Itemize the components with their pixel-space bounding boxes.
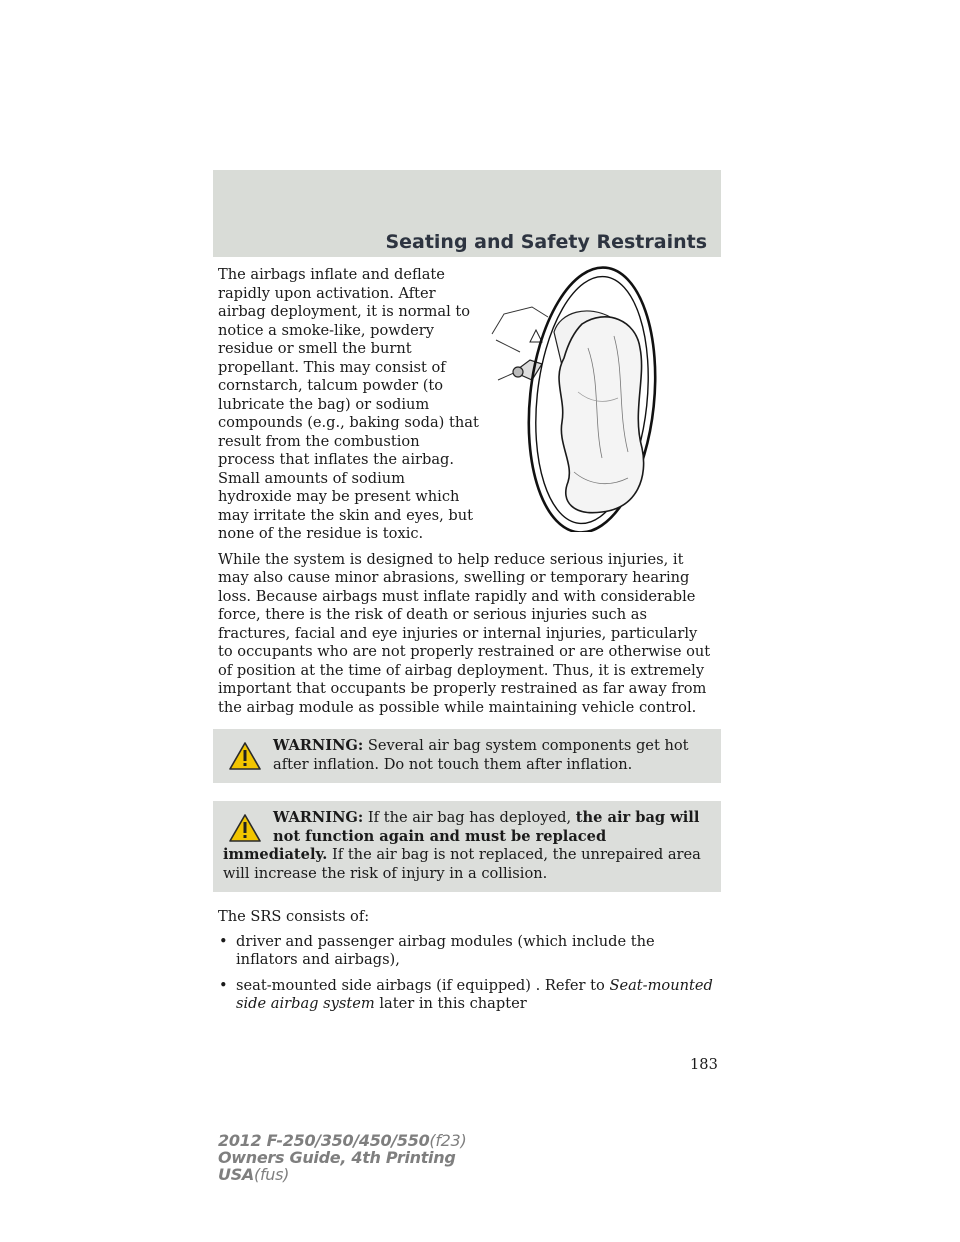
list-item-text-before: seat-mounted side airbags (if equipped) . Refer to	[236, 976, 605, 994]
list-item	[218, 933, 716, 970]
deployment-residue-paragraph: The airbags inflate and deflate rapidly upon activation. After airbag deployment, it is normal to notice a smoke-like, powdery residue or smell the burnt propellant. This may consist of cornstarch, talcum powder (to lubricate the bag) or sodium compounds (e.g., baking soda) that result from the combustion process that inflates the airbag. Small amounts of sodium hydroxide may be present which may irritate the skin and eyes, but none of the residue is toxic.	[218, 266, 479, 542]
section-title: Seating and Safety Restraints	[385, 231, 707, 253]
bullet-glyph: •	[219, 932, 228, 950]
page-number: 183	[690, 1056, 718, 1073]
srs-intro: The SRS consists of:	[218, 908, 370, 925]
list-item-text-after: later in this chapter	[379, 995, 527, 1012]
steering-wheel-airbag-illustration	[490, 262, 722, 532]
warning-triangle-icon	[229, 741, 261, 771]
warning-triangle-icon	[229, 813, 261, 843]
footer-line-guide: Owners Guide, 4th Printing	[218, 1148, 456, 1167]
footer-line-region	[218, 1166, 466, 1183]
warning-text-after: If the air bag is not replaced, the unrepaired area will increase the risk of injury in a collision.	[223, 846, 701, 882]
footer-line-model	[218, 1132, 466, 1149]
warning-text: Several air bag system components get hot after inflation. Do not touch them after inflation.	[273, 737, 689, 773]
cross-reference-link[interactable]: Seat-mounted side airbag system	[236, 976, 713, 1012]
document-footer	[218, 1132, 466, 1183]
footer-model-code: (f23)	[429, 1131, 467, 1150]
section-header-band	[213, 170, 721, 257]
list-item-text: driver and passenger airbag modules (which include the inflators and airbags),	[236, 932, 655, 968]
warning-box-hot-components	[213, 729, 721, 783]
warning-box-deployed-airbag	[213, 801, 721, 892]
page-content	[218, 266, 716, 1021]
srs-component-list	[218, 933, 716, 1014]
list-item	[218, 977, 716, 1014]
footer-model: 2012 F-250/350/450/550	[218, 1131, 430, 1150]
footer-region-code: (fus)	[254, 1165, 290, 1184]
injury-risk-paragraph: While the system is designed to help reduce serious injuries, it may also cause minor abrasions, swelling or temporary hearing loss. Because airbags must inflate rapidly and with considerable force, there is the risk of death or serious injuries such as fractures, facial and eye injuries or internal injuries, particularly to occupants who are not properly restrained or are otherwise out of position at the time of airbag deployment. Thus, it is extremely important that occupants be properly restrained as far away from the airbag module as possible while maintaining vehicle control.	[218, 550, 711, 716]
warning-text-before: If the air bag has deployed,	[367, 809, 572, 826]
warning-bold-text: the air bag will not function again and must be replaced immediately.	[223, 809, 700, 863]
warning-label: WARNING:	[273, 809, 364, 826]
footer-region: USA	[218, 1165, 254, 1184]
warning-label: WARNING:	[273, 737, 364, 754]
bullet-glyph: •	[219, 976, 228, 994]
